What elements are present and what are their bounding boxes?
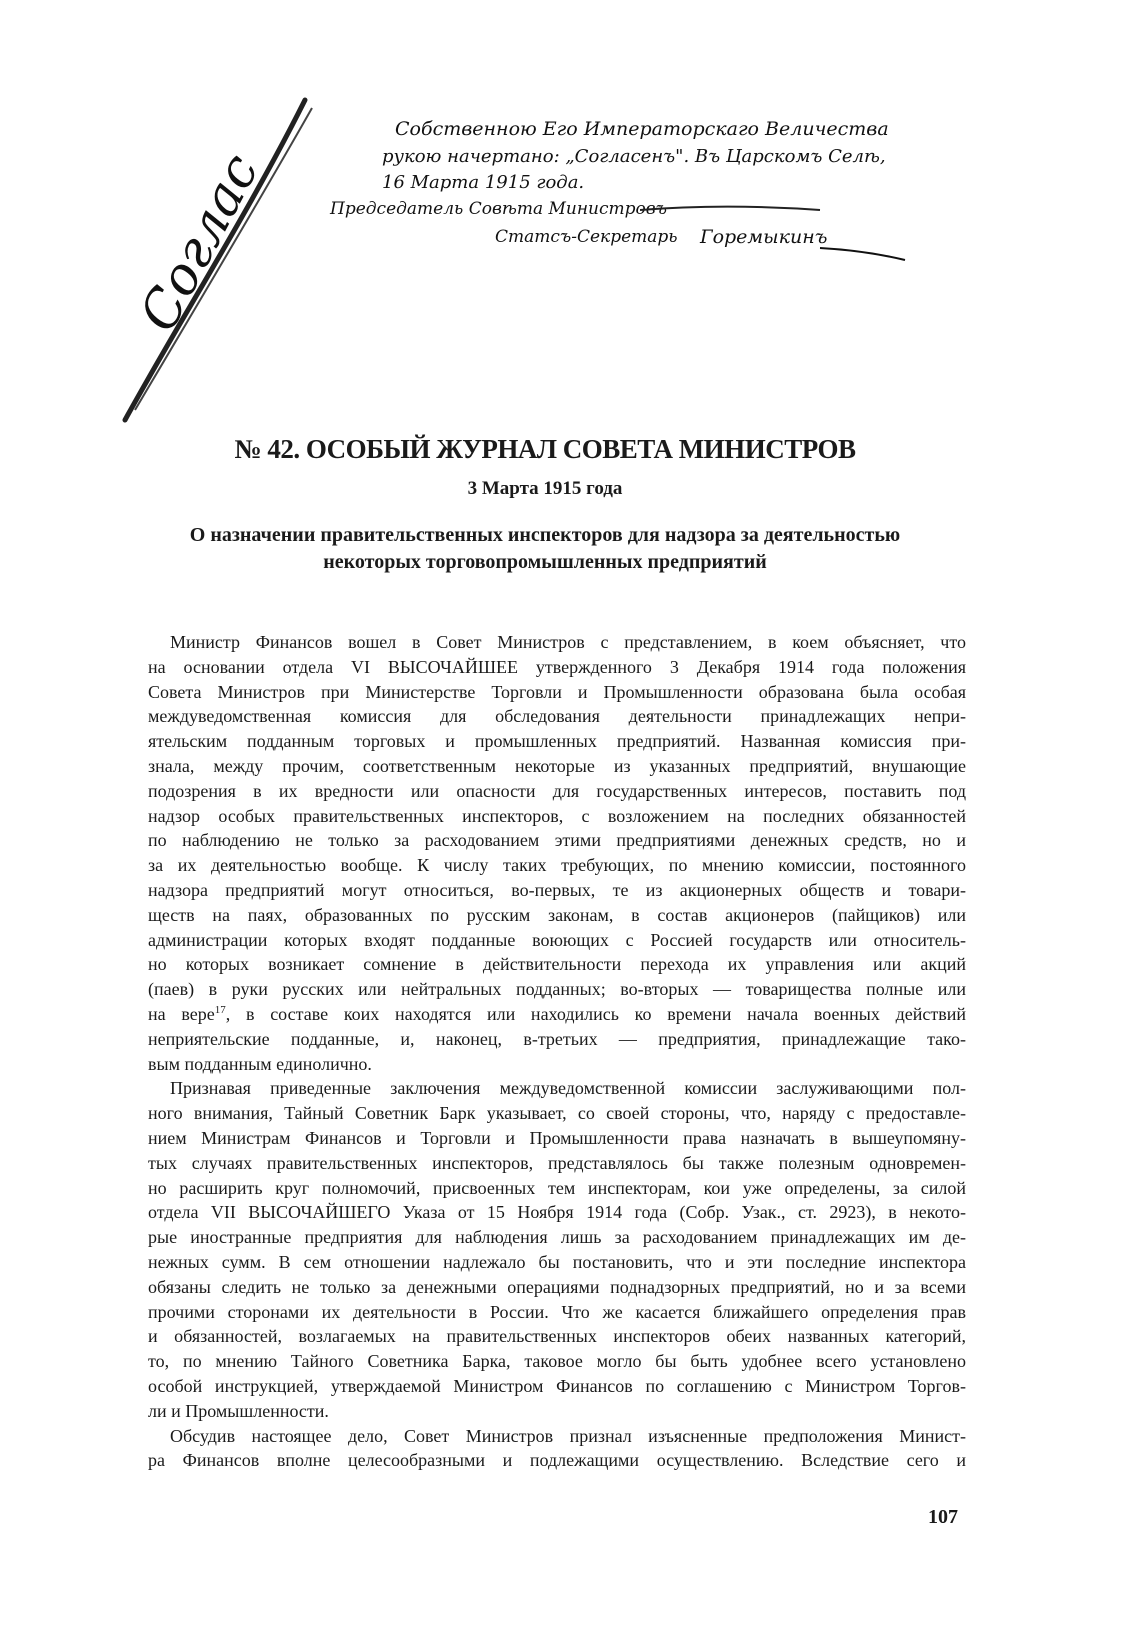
line-text: то, по мнению Тайного Советника Барка, таковое могло бы быть удобнее всего установлено (148, 1351, 966, 1372)
text-line (148, 655, 966, 680)
line-text: особой инструкцией, утверждаемой Министром Финансов по соглашению с Министром Торгов- (148, 1375, 966, 1396)
text-line (148, 1225, 966, 1250)
line-text: Совета Министров при Министерстве Торговли и Промышленности образована была особая (148, 681, 966, 702)
page-number: 107 (928, 1506, 958, 1528)
emperor-signature-image (100, 90, 330, 430)
line-text: тых случаях правительственных инспекторов, представлялось бы также полезным одновремен- (148, 1152, 966, 1173)
line-text: ятельским подданным торговых и промышленных предприятий. Названная комиссия при- (148, 731, 966, 752)
text-line (148, 878, 966, 903)
text-line (148, 1052, 966, 1077)
annotation-line-3: 16 Марта 1915 года. (382, 172, 585, 193)
text-line (148, 1424, 966, 1449)
document-body (148, 630, 966, 1473)
line-text: по наблюдению не только за расходованием этими предприятиями денежных средств, но и (148, 830, 966, 851)
text-line (148, 1250, 966, 1275)
text-line (148, 630, 966, 655)
line-text: нием Министрам Финансов и Торговли и Промышленности права назначать в вышеупомяну- (148, 1127, 966, 1148)
text-line (148, 680, 966, 705)
text-line (148, 754, 966, 779)
line-text: вым подданным единолично. (148, 1053, 372, 1074)
line-text: Признавая приведенные заключения междуведомственной комиссии заслуживающими пол- (170, 1078, 966, 1099)
text-line (148, 779, 966, 804)
document-title: № 42. ОСОБЫЙ ЖУРНАЛ СОВЕТА МИНИСТРОВ (234, 434, 856, 464)
text-line (148, 1324, 966, 1349)
text-line (148, 804, 966, 829)
text-line (148, 729, 966, 754)
text-line (148, 1374, 966, 1399)
line-text: ществ на паях, образованных по русским законам, в состав акционеров (пайщиков) или (148, 904, 966, 925)
line-text: за их деятельностью вообще. К числу таких требующих, по мнению комиссии, постоянного (148, 855, 966, 876)
line-text: нежных сумм. В сем отношении надлежало бы постановить, что и эти последние инспектора (148, 1251, 966, 1272)
text-line (148, 952, 966, 977)
text-line (148, 928, 966, 953)
annotation-line-5: Статсъ-Секретарь (495, 227, 678, 247)
annotation-line-2: рукою начертано: „Согласенъ". Въ Царскомъ Селѣ, (382, 146, 886, 167)
subject-line-1: О назначении правительственных инспекторов для надзора за деятельностью (189, 524, 901, 546)
line-text: надзора предприятий могут относиться, во-первых, те из акционерных обществ и товари- (148, 879, 966, 900)
line-text: обязаны следить не только за денежными операциями поднадзорных предприятий, но и за всеми (148, 1276, 966, 1297)
text-line (148, 1151, 966, 1176)
secretary-signature: Горемыкинъ (700, 226, 828, 248)
line-text: прочими сторонами их деятельности в России. Что же касается ближайшего определения прав (148, 1301, 966, 1322)
line-text: но которых возникает сомнение в действительности перехода их управления или акций (148, 954, 966, 975)
annotation-line-1: Собственною Его Императорскаго Величества (395, 118, 889, 140)
line-text: ли и Промышленности. (148, 1400, 329, 1421)
line-text: знала, между прочим, соответственным некоторые из указанных предприятий, внушающие (148, 755, 966, 776)
line-text: (паев) в руки русских или нейтральных подданных; во-вторых — товарищества полные или (148, 979, 966, 1000)
text-line (148, 903, 966, 928)
line-text: Обсудив настоящее дело, Совет Министров признал изъясненные предположения Минист- (170, 1425, 966, 1446)
footnote-ref[interactable]: 17 (214, 1003, 226, 1016)
line-text: подозрения в их вредности или опасности для государственных интересов, поставить под (148, 780, 966, 801)
line-text: но расширить круг полномочий, присвоенных тем инспекторам, кои уже определены, за силой (148, 1177, 966, 1198)
text-line (148, 1126, 966, 1151)
text-line (148, 1275, 966, 1300)
line-text: на основании отдела VI ВЫСОЧАЙШЕЕ утвержденного 3 Декабря 1914 года положения (148, 656, 966, 677)
text-line (148, 1076, 966, 1101)
text-line (148, 1002, 966, 1027)
document-date: 3 Марта 1915 года (467, 478, 623, 499)
line-text: неприятельские подданные, и, наконец, в-третьих — предприятия, принадлежащие тако- (148, 1028, 966, 1049)
text-line (148, 1027, 966, 1052)
svg-text:Соглас: Соглас (128, 144, 271, 342)
text-line (148, 1300, 966, 1325)
text-line (148, 704, 966, 729)
text-line (148, 1176, 966, 1201)
line-text: ного внимания, Тайный Советник Барк указывает, со своей стороны, что, наряду с предоставле- (148, 1103, 966, 1124)
line-text: на вере (148, 1003, 215, 1024)
text-line (148, 1101, 966, 1126)
line-text: Министр Финансов вошел в Совет Министров с представлением, в коем объясняет, что (170, 632, 966, 652)
annotation-line-4: Председатель Совѣта Министровъ (330, 199, 667, 219)
subject-line-2: некоторых торговопромышленных предприятий (323, 551, 767, 573)
text-line (148, 853, 966, 878)
paragraph (148, 1076, 966, 1423)
line-text: междуведомственная комиссия для обследования деятельности принадлежащих непри- (148, 706, 966, 727)
line-text: , в составе коих находятся или находились ко времени начала военных действий (225, 1003, 966, 1024)
text-line (148, 1399, 966, 1424)
text-line (148, 977, 966, 1002)
paragraph (148, 630, 966, 1076)
line-text: отдела VII ВЫСОЧАЙШЕГО Указа от 15 Ноября 1914 года (Собр. Узак., ст. 2923), в некото- (148, 1202, 966, 1223)
paragraph (148, 1424, 966, 1474)
line-text: ра Финансов вполне целесообразными и подлежащими осуществлению. Вследствие сего и (148, 1450, 966, 1471)
text-line (148, 1200, 966, 1225)
text-line (148, 1349, 966, 1374)
line-text: рые иностранные предприятия для наблюдения лишь за расходованием принадлежащих им де- (148, 1227, 966, 1248)
line-text: надзор особых правительственных инспекторов, с возложением на последних обязанностей (148, 805, 966, 826)
line-text: администрации которых входят подданные воюющих с Россией государств или относитель- (148, 929, 966, 950)
text-line (148, 1448, 966, 1473)
line-text: и обязанностей, возлагаемых на правительственных инспекторов обеих названных категорий, (148, 1326, 966, 1347)
text-line (148, 828, 966, 853)
